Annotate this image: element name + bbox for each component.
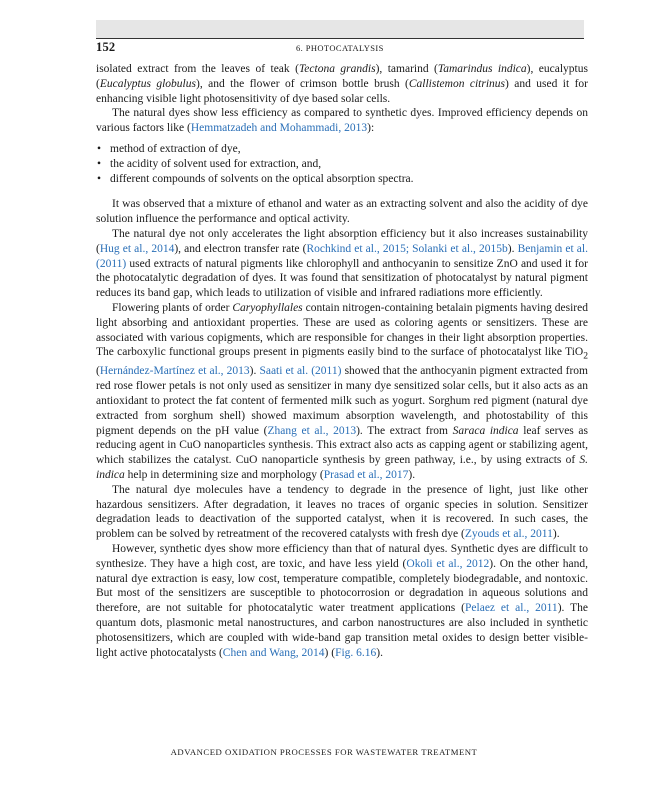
citation-link[interactable]: Okoli et al., 2012 <box>406 557 490 570</box>
book-title-footer: ADVANCED OXIDATION PROCESSES FOR WASTEWATER TREATMENT <box>170 747 478 757</box>
paragraph-natural-dye: The natural dye not only accelerates the light absorption efficiency but it also increases sustainability (Hug et al., 2014), and electron transfer rate (Rochkind et al., 2015; Solanki et al., 2015b). Benjamin et al. (2011) used extracts of natural pigments like chlorophyll and anthocyanin to sensitize ZnO and used it for the photocatalytic degradation of dyes. It was found that sensitization of photocatalyst by natural pigment reduces its band gap, which leads to utilization of visible and infrared radiations more efficiently. <box>96 227 588 300</box>
figure-link[interactable]: Fig. 6.16 <box>335 646 377 659</box>
citation-link[interactable]: Hemmatzadeh and Mohammadi, 2013 <box>190 122 368 135</box>
citation-link[interactable]: Hernández-Martínez et al., 2013 <box>99 365 250 378</box>
running-head: 6. PHOTOCATALYSIS <box>296 43 384 53</box>
paragraph-degradation: The natural dye molecules have a tendency to degrade in the presence of light, just like other hazardous sensitizers. After degradation, it leaves no traces of organic species in solution. Sensitizer degradation leads to deactivation of the supported catalyst, when it is recovered. In such cases, the problem can be solved by retreatment of the recovered catalysts with fresh dye (Zyouds et al., 2011). <box>96 483 588 541</box>
citation-link[interactable]: Saati et al. (2011) <box>259 365 342 378</box>
header-rule <box>96 38 584 39</box>
factor-list <box>96 142 588 186</box>
paragraph-synthetic-dyes: However, synthetic dyes show more efficiency than that of natural dyes. Synthetic dyes are difficult to synthesize. They have a high cost, are toxic, and have less yield (Okoli et al., 2012). On the other hand, natural dye extraction is easy, low cost, temperature compatible, completely biodegradable, and nontoxic. But most of the sensitizers are susceptible to photocorrosion or degradation in aqueous solutions and therefore, are not suitable for photocatalytic water treatment applications (Pelaez et al., 2011). The quantum dots, plasmonic metal nanostructures, and carbon nanostructures are also included in synthetic photosensitizers, which are coupled with wide-band gap transition metal oxides to design better visible-light active photocatalysts (Chen and Wang, 2014) (Fig. 6.16). <box>96 543 588 659</box>
citation-link[interactable]: Prasad et al., 2017 <box>323 469 409 482</box>
citation-link[interactable]: Hug et al., 2014 <box>99 242 175 255</box>
header-band <box>96 20 584 38</box>
list-item: • the acidity of solvent used for extraction, and, <box>96 157 588 172</box>
citation-link[interactable]: Benjamin et al. (2011) <box>96 242 588 270</box>
page-number: 152 <box>96 40 116 54</box>
paragraph-betalain: Flowering plants of order Caryophyllales contain nitrogen-containing betalain pigments having desired light absorbing and antioxidant properties. These are used as coloring agents or sensitizers. These are associated with various copigments, which are responsible for changes in their light absorption properties. The carboxylic functional groups present in pigments easily bind to the surface of photocatalyst like TiO$_2$ (Hernández-Martínez et al., 2013). Saati et al. (2011) showed that the anthocyanin pigment extracted from red rose flower petals is not only used as sensitizer in many dye sensitized solar cells, but it also acts as an antioxidant to protect the fat content of fermented milk such as yogurt. Sorghum red pigment (natural dye extracted from sorghum shell) showed maximum absorption wavelength, and photostability of this pigment depends on the pH value (Zhang et al., 2013). The extract from Saraca indica leaf serves as reducing agent in CuO nanoparticles synthesis. This extract also acts as capping agent or stabilizing agent, which stabilizes the catalyst. CuO nanoparticle synthesis by green pathway, i.e., by using extracts of S. indica help in determining size and morphology (Prasad et al., 2017). <box>96 301 588 482</box>
paragraph-continued: isolated extract from the leaves of teak (Tectona grandis), tamarind (Tamarindus indica), eucalyptus (Eucalyptus globulus), and the flower of crimson bottle brush (Callistemon citrinus) and used it for enhancing visible light photosensitivity of dye based solar cells. <box>96 63 588 105</box>
list-item: • method of extraction of dye, <box>96 142 588 157</box>
body-text <box>96 62 588 660</box>
paragraph-ethanol: It was observed that a mixture of ethanol and water as an extracting solvent and also the acidity of dye solution influence the performance and optical activity. <box>96 198 588 226</box>
list-item: • different compounds of solvents on the optical absorption spectra. <box>96 172 588 187</box>
citation-link[interactable]: Chen and Wang, 2014 <box>222 646 325 659</box>
citation-link[interactable]: Rochkind et al., 2015; Solanki et al., 2015b <box>306 242 508 255</box>
citation-link[interactable]: Zyouds et al., 2011 <box>464 528 553 541</box>
citation-link[interactable]: Pelaez et al., 2011 <box>465 602 558 615</box>
paragraph-efficiency: The natural dyes show less efficiency as compared to synthetic dyes. Improved efficiency depends on various factors like (Hemmatzadeh and Mohammadi, 2013): <box>96 107 588 135</box>
citation-link[interactable]: Zhang et al., 2013 <box>267 424 357 437</box>
